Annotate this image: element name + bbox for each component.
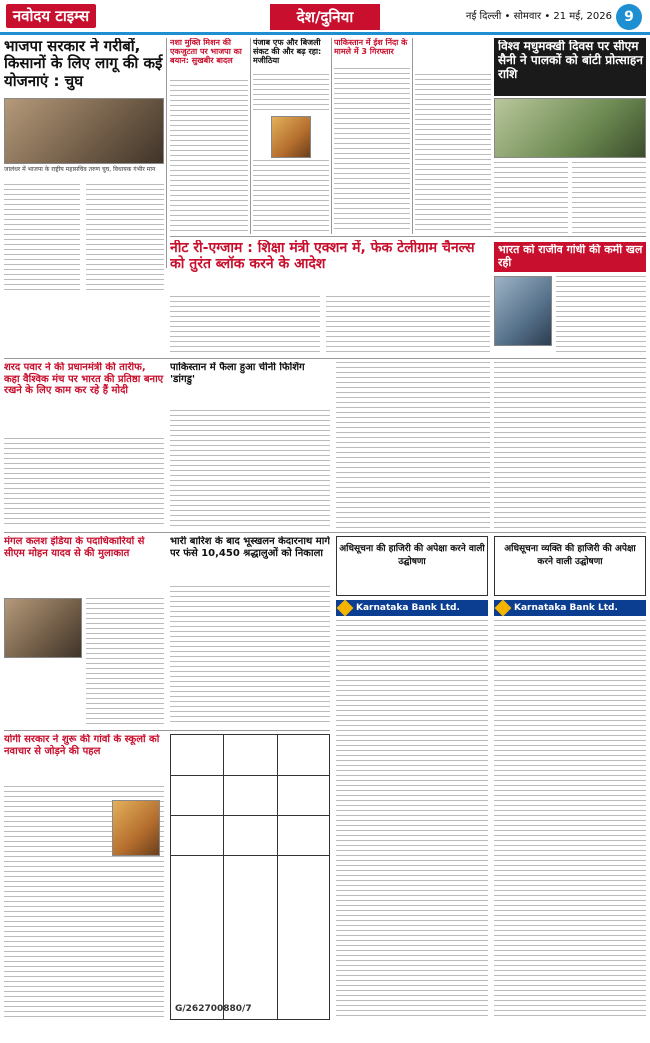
dateline: नई दिल्ली • सोमवार • 21 मई, 2026: [465, 11, 612, 22]
article-headline: नीट री-एग्जाम : शिक्षा मंत्री एक्शन में, फेक टेलीग्राम चैनल्स को तुरंत ब्लॉक करने के आदेश: [170, 240, 475, 273]
article-headline: पाकिस्तान में ईश निंदा के मामले में 3 गिरफ्तार: [334, 38, 408, 57]
newspaper-logo: नवोदय टाइम्स: [6, 4, 96, 28]
article-body: [170, 80, 248, 232]
bank-name: Karnataka Bank Ltd.: [356, 603, 460, 613]
bank-logo-icon: [495, 600, 512, 617]
article-majithia: [253, 38, 329, 234]
table-row: [171, 815, 329, 816]
article-headline: विश्व मधुमक्खी दिवस पर सीएम सैनी ने पालकों को बांटी प्रोत्साहन राशि: [498, 40, 643, 81]
article-body: [86, 598, 164, 726]
page-number: 9: [616, 4, 642, 30]
table-row: [171, 775, 329, 776]
article-body: [572, 162, 646, 234]
article-photo: [494, 98, 646, 158]
article-body: [326, 296, 490, 354]
article-headline: मंगल कलश इंडिया के पदाधिकारियों से सीएम मोहन यादव से की मुलाकात: [4, 536, 145, 559]
tender-table: [170, 734, 330, 1020]
article-body: [494, 362, 646, 528]
article-headline: पंजाब एफ और बिजली संकट की और बढ़ रहा: मजीठिया: [253, 38, 322, 66]
article-headline: शरद पवार ने की प्रधानमंत्री की तारीफ, कहा वैश्विक मंच पर भारत की प्रतिष्ठा बनाए रखने के लिए काम कर रहे हैं मोदी: [4, 362, 164, 396]
article-body: [253, 160, 329, 232]
article-mangal-head: [4, 536, 164, 594]
article-body: [556, 276, 646, 354]
article-neet-head: [170, 240, 490, 290]
article-body: [86, 184, 164, 294]
article-kedarnath-head: [170, 536, 330, 582]
section-divider: [4, 532, 646, 533]
article-headline: [415, 38, 491, 72]
article-headline: नशा मुक्ति मिशन की एकजुटता पर भाजपा का बयान: सुखबीर बादल: [170, 38, 242, 66]
section-divider: [170, 236, 646, 237]
article-bhajpa: [4, 38, 164, 338]
article-body: [4, 184, 80, 294]
article-headline: पाकिस्तान में फैला हुआ चीनी फिशिंग 'डांगडु': [170, 362, 305, 385]
tender-ref: G/262700880/7: [175, 1004, 252, 1014]
article-headline: भारत को राजीव गांधी की कमी खल रही: [498, 244, 643, 269]
section-divider: [4, 358, 646, 359]
photo-caption: जालंधर में भाजपा के राष्ट्रीय महासचिव तरुण चुघ, विधायक गंभीर मान: [4, 166, 156, 173]
portrait-photo: [271, 116, 311, 158]
notice-body: [494, 620, 646, 1020]
bank-logo-icon: [337, 600, 354, 617]
article-blasphemy: [334, 38, 410, 234]
notice-title: अधिसूचना व्यक्ति की हाजिरी की अपेक्षा करने वाली उद्घोषणा: [504, 544, 636, 567]
article-body: [170, 410, 330, 528]
article-fishing-head: [170, 362, 330, 408]
bank-banner: [336, 600, 488, 616]
article-sharad-head: [4, 362, 164, 434]
section-tab: देश/दुनिया: [270, 4, 380, 30]
notice-title: अधिसूचना की हाजिरी की अपेक्षा करने वाली उद्घोषणा: [339, 544, 485, 567]
table-row: [171, 855, 329, 856]
article-headline: योगी सरकार ने शुरू की गांवों के स्कूलों को नवाचार से जोड़ने की पहल: [4, 734, 160, 757]
table-col: [277, 735, 278, 1019]
article-rajiv-head: [498, 244, 644, 272]
notice-box: [494, 536, 646, 596]
notice-body: [336, 620, 488, 1020]
article-bees-head: [498, 40, 644, 96]
column-divider: [166, 38, 167, 268]
bank-banner: [494, 600, 646, 616]
article-headline: भाजपा सरकार ने गरीबों, किसानों के लिए लागू की कई योजनाएं : चुघ: [4, 38, 163, 90]
article-body: [4, 438, 164, 528]
portrait-photo: [494, 276, 552, 346]
article-body: [336, 362, 490, 528]
article-body: [334, 68, 410, 232]
column-divider: [250, 38, 251, 234]
masthead: [0, 0, 650, 34]
article-yogi-head: [4, 734, 164, 782]
column-divider: [331, 38, 332, 234]
article-sukhbir: [170, 38, 248, 234]
article-headline: भारी बारिश के बाद भूस्खलन केदारनाथ मार्ग पर फंसे 10,450 श्रद्धालुओं को निकाला: [170, 536, 330, 559]
article-column: [415, 38, 491, 234]
section-divider: [4, 730, 330, 731]
portrait-photo: [112, 800, 160, 856]
notice-box: [336, 536, 488, 596]
article-body: [170, 296, 320, 354]
table-col: [223, 735, 224, 1019]
article-body: [415, 74, 491, 232]
article-body: [170, 586, 330, 726]
bank-name: Karnataka Bank Ltd.: [514, 603, 618, 613]
article-body: [253, 74, 329, 114]
column-divider: [412, 38, 413, 234]
article-body: [494, 162, 568, 234]
article-photo: [4, 98, 164, 164]
article-photo: [4, 598, 82, 658]
masthead-rule: [0, 32, 650, 35]
